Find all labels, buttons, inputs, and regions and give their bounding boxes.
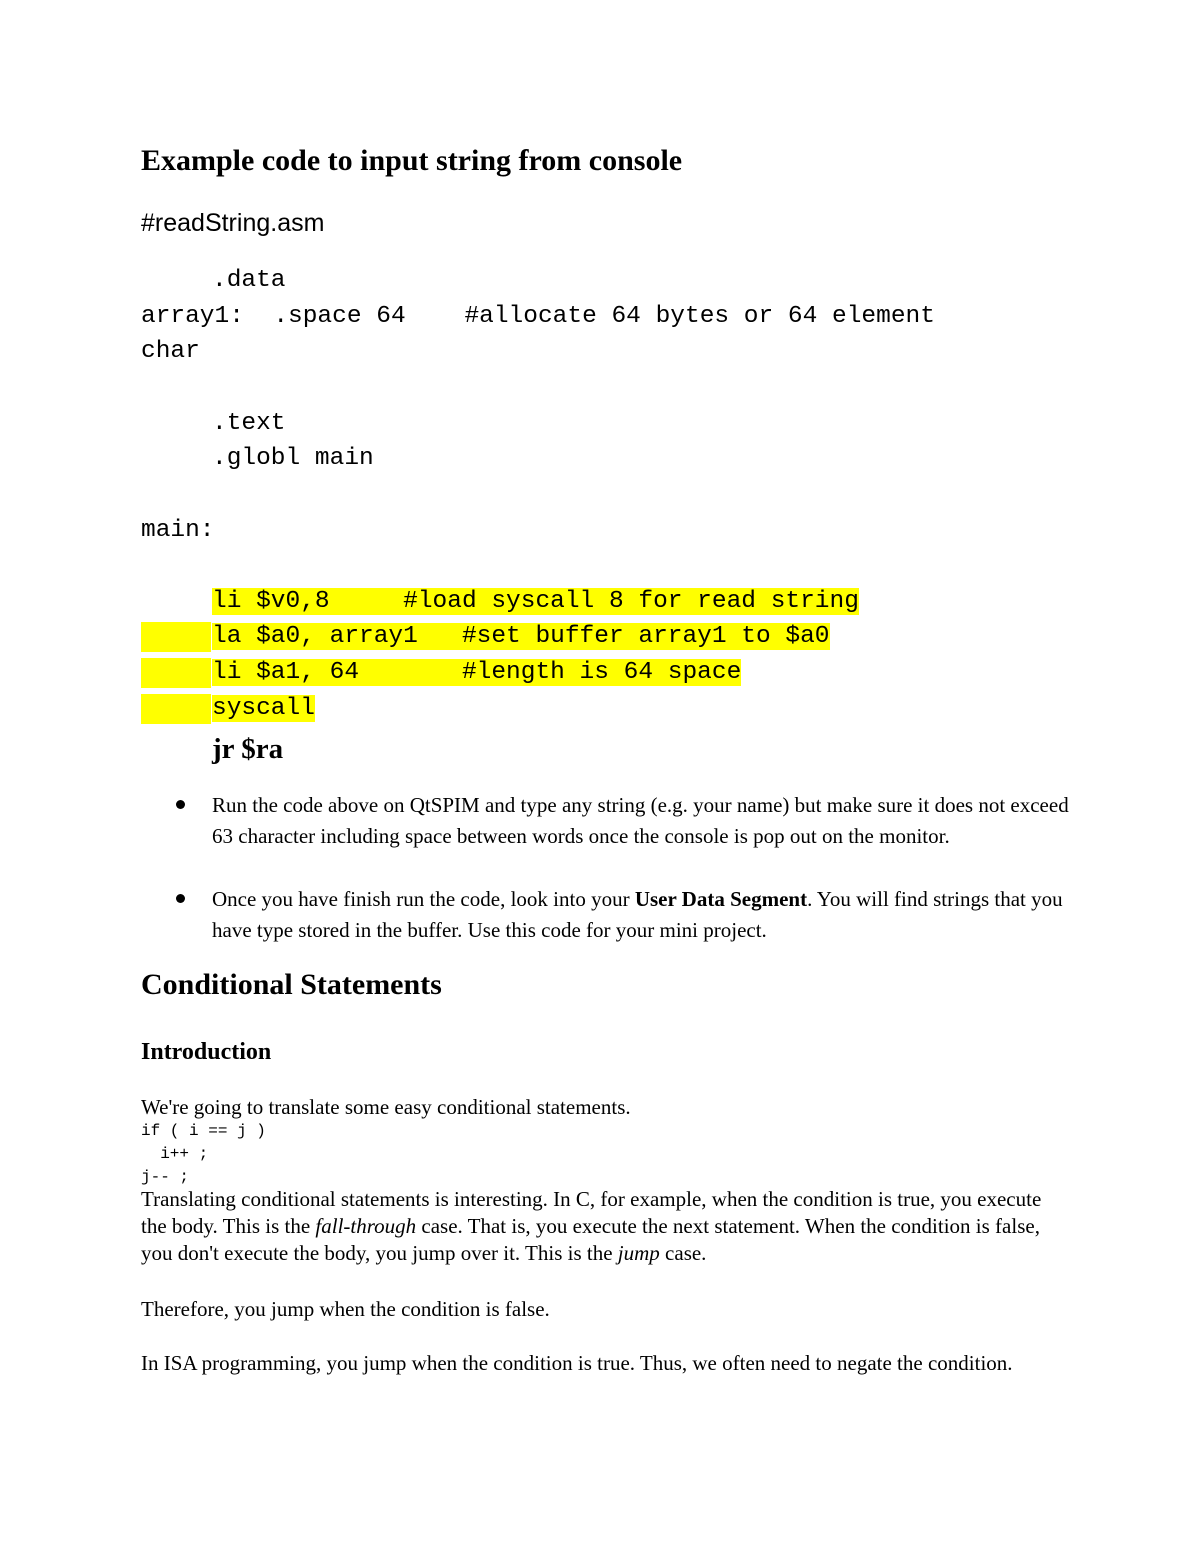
- code-data-directive: .data: [212, 267, 286, 294]
- bullet-icon: [176, 800, 185, 809]
- code-line-li-a1: li $a1, 64 #length is 64 space: [212, 659, 742, 686]
- c-code-line: i++ ;: [141, 1145, 209, 1163]
- c-code-line: j-- ;: [141, 1168, 190, 1186]
- highlight-band: [141, 658, 211, 688]
- page-heading: Example code to input string from console: [141, 144, 683, 177]
- highlight-band: [141, 622, 211, 652]
- paragraph-isa: In ISA programming, you jump when the condition is true. Thus, we often need to negate the condition.: [141, 1351, 1013, 1375]
- code-text-directive: .text: [212, 410, 286, 437]
- code-line-jr: jr $ra: [212, 733, 284, 765]
- code-line-syscall: syscall: [212, 695, 315, 722]
- paragraph-therefore: Therefore, you jump when the condition is false.: [141, 1297, 550, 1321]
- filename-label: #readString.asm: [141, 209, 325, 237]
- code-array-declaration: array1: .space 64 #allocate 64 bytes or 64 element: [141, 303, 935, 330]
- code-main-label: main:: [141, 517, 215, 544]
- paragraph-translating: Translating conditional statements is interesting. In C, for example, when the condition is true, you execute the body. This is the fall-through case. That is, you execute the next statement. When the condition is false, you don't execute the body, you jump over it. This is the jump case.: [141, 1187, 1042, 1265]
- bullet-item-user-data-segment: Once you have finish run the code, look into your User Data Segment. You will find strings that you have type stored in the buffer. Use this code for your mini project.: [212, 887, 1063, 942]
- highlight-band: [141, 694, 211, 724]
- code-array-declaration-wrap: char: [141, 338, 200, 365]
- subheading-introduction: Introduction: [141, 1039, 272, 1065]
- c-code-line: if ( i == j ): [141, 1122, 266, 1140]
- code-line-la-a0: la $a0, array1 #set buffer array1 to $a0: [212, 623, 830, 650]
- intro-text: We're going to translate some easy conditional statements.: [141, 1095, 631, 1119]
- bullet-icon: [176, 894, 185, 903]
- code-line-li-v0: li $v0,8 #load syscall 8 for read string: [212, 588, 859, 615]
- section-heading-conditional: Conditional Statements: [141, 968, 442, 1001]
- code-globl-directive: .globl main: [212, 445, 374, 472]
- bullet-item-run-code: Run the code above on QtSPIM and type any string (e.g. your name) but make sure it does not exceed 63 character including space between words once the console is pop out on the monitor.: [212, 793, 1069, 848]
